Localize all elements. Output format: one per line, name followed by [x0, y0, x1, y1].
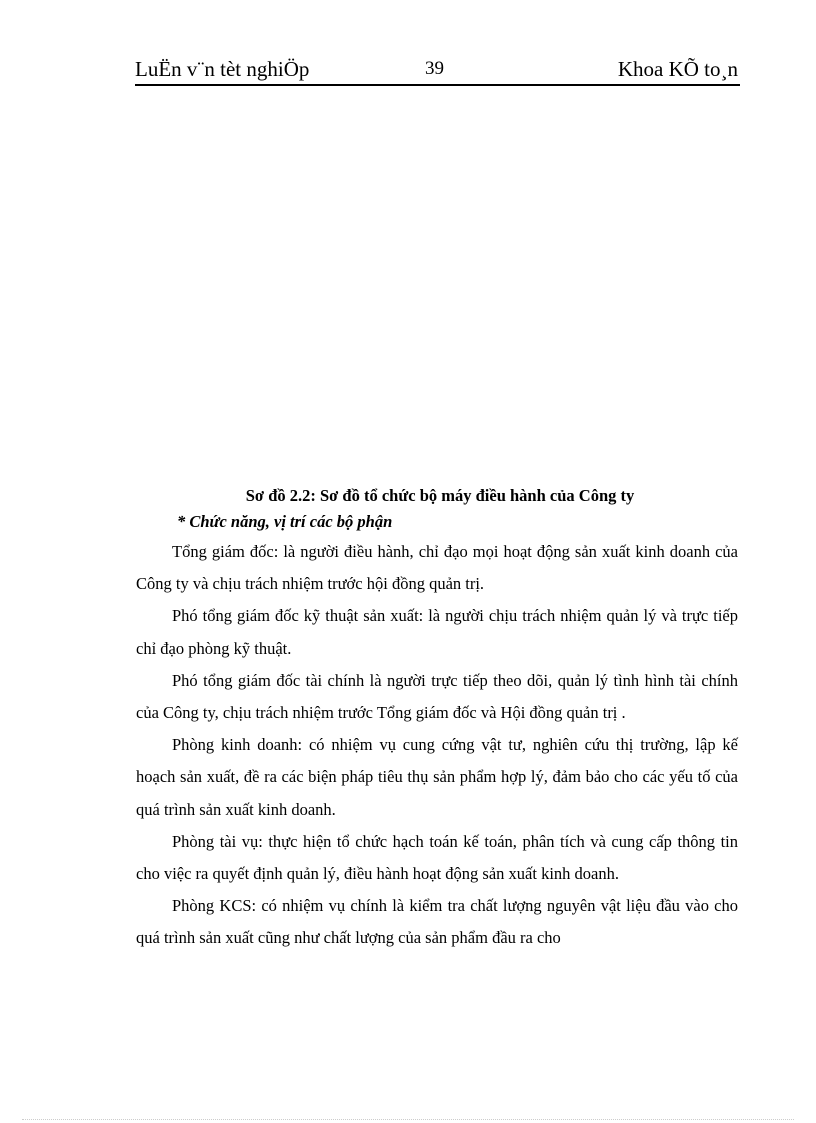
paragraph-finance-deputy: Phó tổng giám đốc tài chính là người trực tiếp theo dõi, quản lý tình hình tài chính của Công ty, chịu trách nhiệm trước Tổng giám đốc và Hội đồng quản trị .	[136, 670, 738, 723]
section-subheading: * Chức năng, vị trí các bộ phận	[177, 512, 393, 531]
page-bottom-edge	[22, 1119, 794, 1120]
paragraph-kcs-department: Phòng KCS: có nhiệm vụ chính là kiểm tra chất lượng nguyên vật liệu đầu vào cho quá trình sản xuất cũng như chất lượng của sản phẩm đầu ra cho	[136, 896, 738, 948]
page-number: 39	[425, 58, 444, 79]
page-header	[135, 54, 740, 86]
body-text	[136, 536, 738, 955]
header-thesis-title: LuËn v¨n tèt nghiÖp	[135, 57, 310, 81]
diagram-caption: Sơ đồ 2.2: Sơ đồ tổ chức bộ máy điều hành của Công ty	[245, 486, 635, 505]
paragraph-general-director: Tổng giám đốc: là người điều hành, chỉ đạo mọi hoạt động sản xuất kinh doanh của Công ty và chịu trách nhiệm trước hội đồng quản trị.	[136, 542, 738, 594]
paragraph-finance-department: Phòng tài vụ: thực hiện tổ chức hạch toán kế toán, phân tích và cung cấp thông tin cho việc ra quyết định quản lý, điều hành hoạt động sản xuất kinh doanh.	[136, 831, 738, 884]
paragraph-technical-deputy: Phó tổng giám đốc kỹ thuật sản xuất: là người chịu trách nhiệm quản lý và trực tiếp chỉ đạo phòng kỹ thuật.	[136, 606, 738, 658]
header-department: Khoa KÕ to¸n	[617, 57, 738, 81]
paragraph-business-department: Phòng kinh doanh: có nhiệm vụ cung cứng vật tư, nghiên cứu thị trường, lập kế hoạch sản xuất, đề ra các biện pháp tiêu thụ sản phẩm hợp lý, đảm bảo cho các yếu tố của quá trình sản xuất kinh doanh.	[136, 735, 738, 819]
